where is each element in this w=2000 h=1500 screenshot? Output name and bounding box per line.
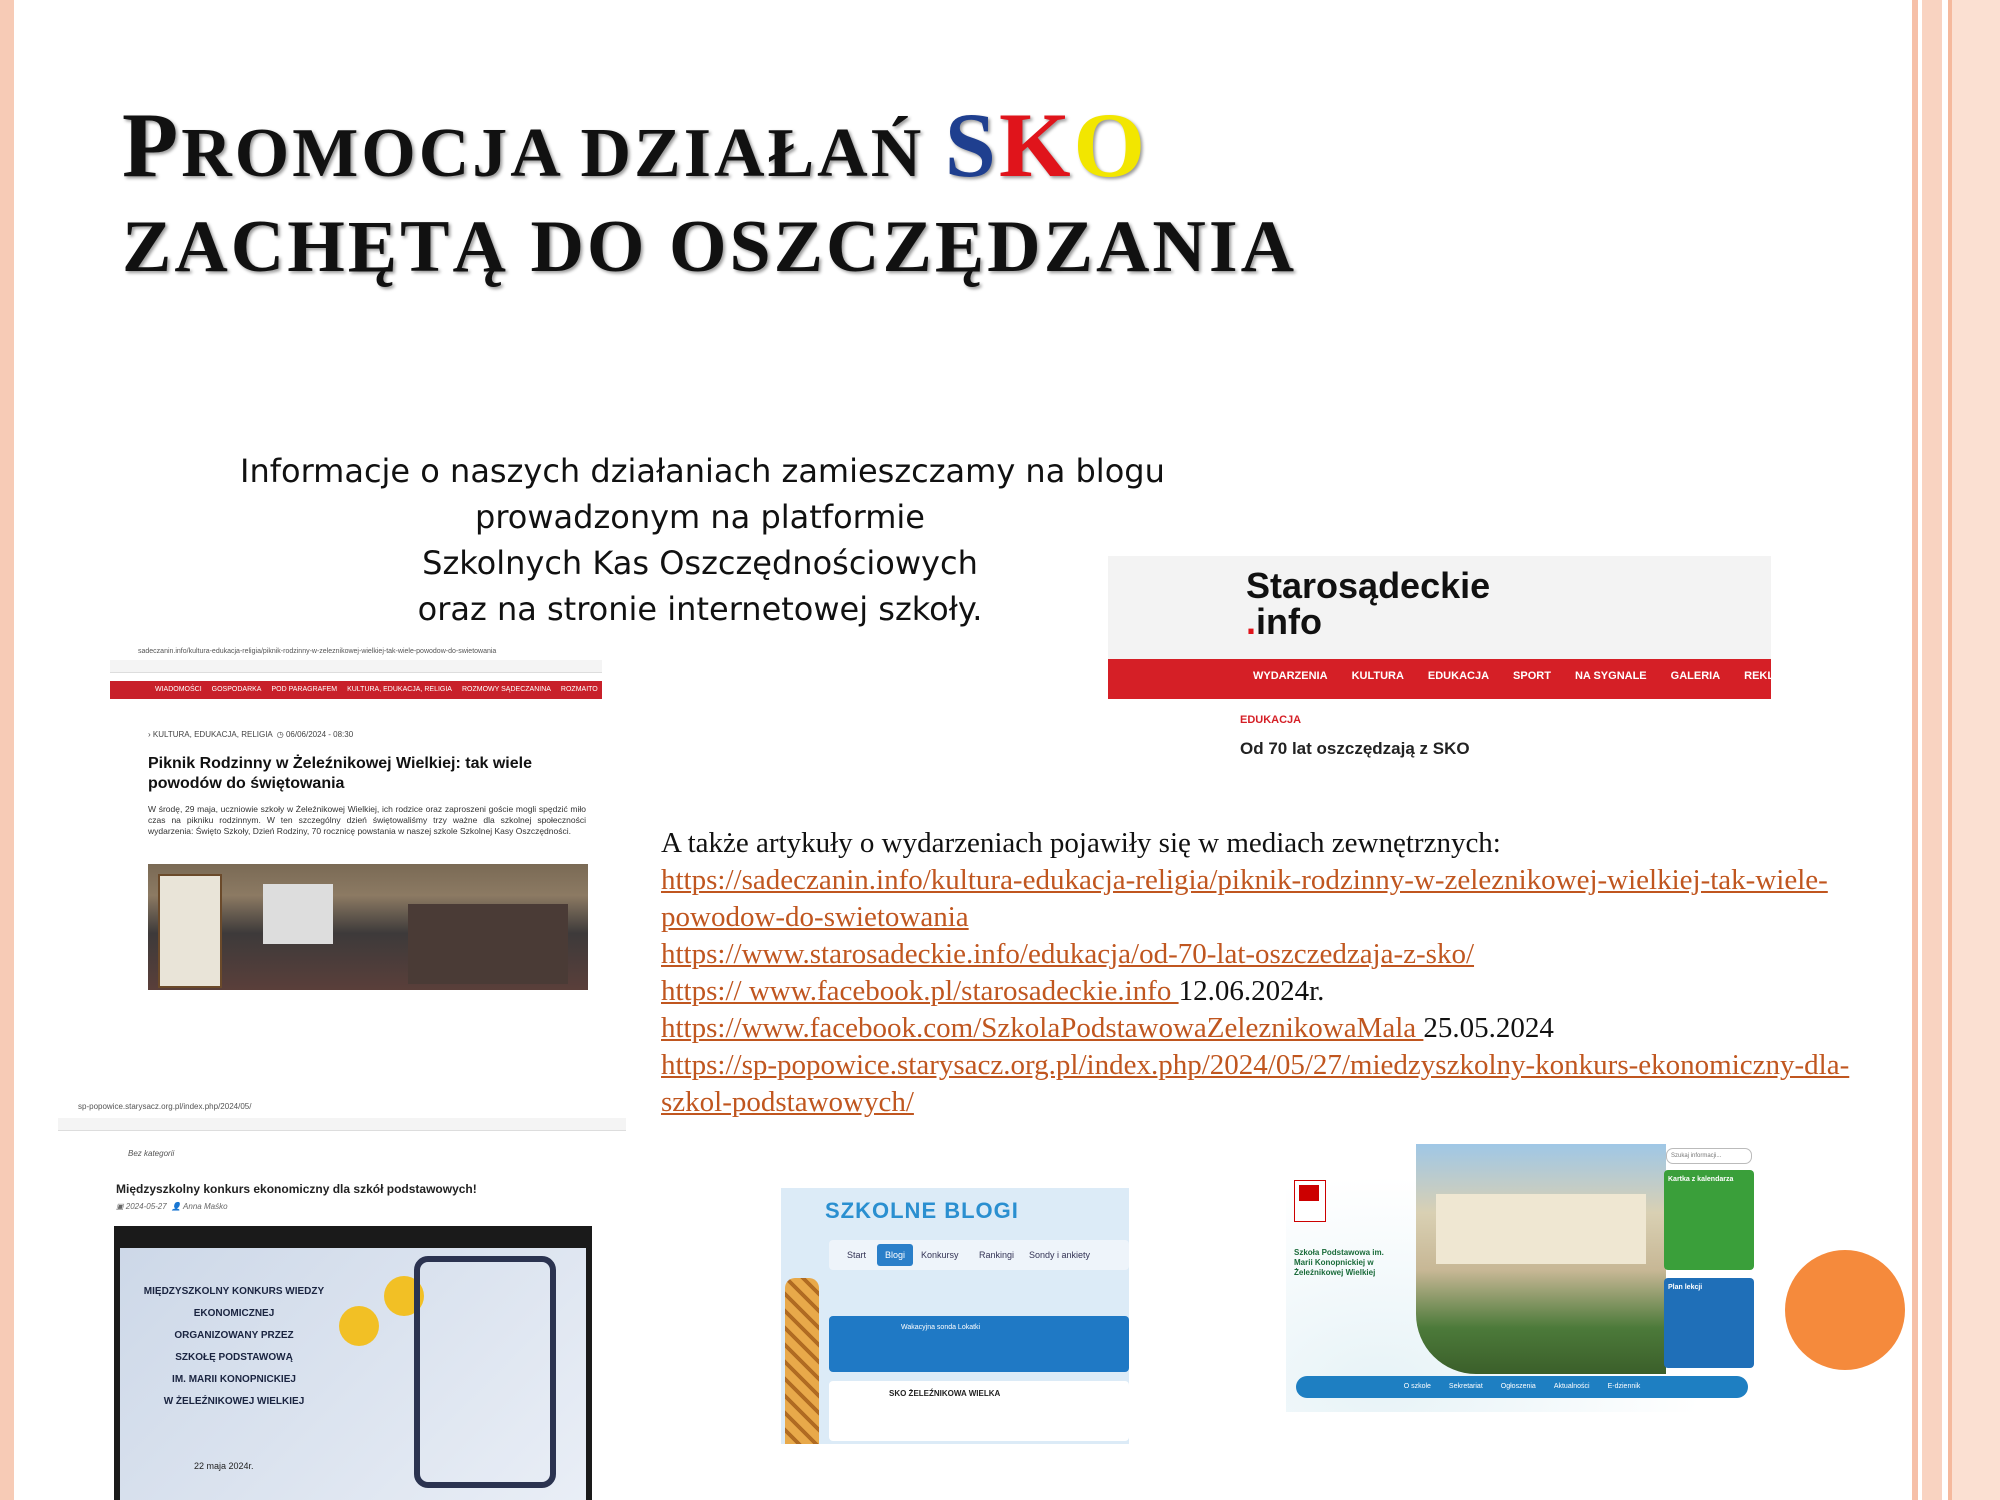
nav-item[interactable]: KULTURA bbox=[1351, 670, 1404, 682]
page-title-line2: ZACHĘTĄ DO OSZCZĘDZANIA bbox=[122, 206, 1298, 288]
left-border-stripe bbox=[0, 0, 14, 1500]
nav-item[interactable]: NA SYGNALE bbox=[1574, 670, 1647, 682]
nav-item[interactable]: REKLAMA bbox=[1744, 670, 1800, 682]
starosadeckie-nav bbox=[1253, 670, 1854, 682]
phone-illustration bbox=[414, 1256, 556, 1488]
post-category: Bez kategorii bbox=[128, 1149, 175, 1158]
intro-text: Informacje o naszych działaniach zamieszczamy na blogu prowadzonym na platformie Szkolnych Kas Oszczędnościowych oraz na stronie internetowej szkoły. bbox=[240, 452, 1165, 628]
link-sadeczanin[interactable]: https://sadeczanin.info/kultura-edukacja-religia/piknik-rodzinny-w-zeleznikowej-wielkiej-tak-wiele-powodow-do-swietowania bbox=[661, 864, 1828, 933]
article-body: W środę, 29 maja, uczniowie szkoły w Żeleźnikowej Wielkiej, ich rodzice oraz zaproszeni goście mogli spędzić miło czas na pikniku rodzinnym. W ten szczególny dzień świętowaliśmy trzy ważne dla szkolnej społeczności wydarzenia: Święto Szkoły, Dzień Rodziny, 70 rocznicę powstania w naszej szkole Szkolnej Kasy Oszczędności. bbox=[148, 804, 586, 836]
school-search[interactable]: Szukaj informacji... bbox=[1666, 1148, 1752, 1164]
link-popowice[interactable]: https://sp-popowice.starysacz.org.pl/index.php/2024/05/27/miedzyszkolny-konkurs-ekonomiczny-dla-szkol-podstawowych/ bbox=[661, 1049, 1850, 1118]
page-title-line1: PROMOCJA DZIAŁAŃ SKO bbox=[122, 94, 1149, 196]
plan-panel[interactable]: Plan lekcji bbox=[1664, 1278, 1754, 1368]
external-lead: A także artykuły o wydarzeniach pojawiły się w mediach zewnętrznych: bbox=[661, 827, 1501, 859]
school-website-screenshot bbox=[1286, 1140, 1758, 1412]
blogi-logo: SZKOLNE BLOGI bbox=[825, 1198, 1019, 1223]
school-menu: O szkole Sekretariat Ogłoszenia Aktualności E-dziennik bbox=[1296, 1376, 1748, 1398]
post-headline: Międzyszkolny konkurs ekonomiczny dla szkół podstawowych! bbox=[116, 1182, 477, 1196]
nav-item[interactable]: GALERIA bbox=[1670, 670, 1721, 682]
nav-item[interactable]: SPORT bbox=[1513, 670, 1551, 682]
school-photo bbox=[1416, 1144, 1666, 1374]
right-border-stripe bbox=[1912, 0, 2000, 1500]
nav-item[interactable]: KONT bbox=[1823, 670, 1855, 682]
blogi-tabs: Start Blogi Konkursy Rankingi Sondy i ankiety bbox=[829, 1240, 1129, 1270]
coin-icon bbox=[339, 1306, 379, 1346]
school-logo bbox=[1294, 1180, 1326, 1222]
szkolne-blogi-screenshot bbox=[781, 1188, 1129, 1444]
popowice-screenshot bbox=[58, 1094, 626, 1500]
sadeczanin-nav: WIADOMOŚCI GOSPODARKA POD PARAGRAFEM KULTURA, EDUKACJA, RELIGIA ROZMOWY SĄDECZANINA ROZMAITO bbox=[155, 686, 598, 693]
link-facebook-starosadeckie[interactable]: https:// www.facebook.pl/starosadeckie.info bbox=[661, 975, 1179, 1007]
external-media-links: A także artykuły o wydarzeniach pojawiły się w mediach zewnętrznych: https://sadeczanin.info/kultura-edukacja-religia/piknik-rodzinny-w-zeleznikowej-wielkiej-tak-wiele-powodow-do-swietowania https://www.starosadeckie.info/edukacja/od-70-lat-oszczedzaja-z-sko/ https:// www.facebook.pl/starosadeckie.info 12.06.2024r. https://www.facebook.com/SzkolaPodstawowaZeleznikowaMala 25.05.2024 https://sp-popowice.starysacz.org.pl/index.php/2024/05/27/miedzyszkolny-konkurs-ekonomiczny-dla-szkol-podstawowych/ bbox=[661, 825, 1861, 1121]
nav-item[interactable]: EDUKACJA bbox=[1427, 670, 1490, 682]
browser-url-bar: sp-popowice.starysacz.org.pl/index.php/2024/05/ bbox=[78, 1102, 252, 1111]
link-starosadeckie[interactable]: https://www.starosadeckie.info/edukacja/od-70-lat-oszczedzaja-z-sko/ bbox=[661, 938, 1475, 970]
starosadeckie-logo: Starosądeckie .info bbox=[1246, 565, 1491, 642]
contest-poster bbox=[114, 1226, 592, 1500]
article-meta: › KULTURA, EDUKACJA, RELIGIA ◷ 06/06/2024 - 08:30 bbox=[148, 730, 354, 739]
poster-text: MIĘDZYSZKOLNY KONKURS WIEDZY EKONOMICZNEJ ORGANIZOWANY PRZEZ SZKOŁĘ PODSTAWOWĄ IM. MARII KONOPNICKIEJ W ŻELEŹNIKOWEJ WIELKIEJ bbox=[143, 1286, 325, 1407]
starosadeckie-screenshot bbox=[1108, 556, 1855, 766]
post-meta: ▣ 2024-05-27 👤 Anna Maśko bbox=[116, 1202, 228, 1211]
calendar-panel: Kartka z kalendarza bbox=[1664, 1170, 1754, 1270]
sadeczanin-screenshot bbox=[110, 644, 602, 990]
article-photo bbox=[148, 864, 588, 990]
section-label: EDUKACJA bbox=[1240, 714, 1302, 726]
blog-item[interactable]: SKO ŻELEŹNIKOWA WIELKA bbox=[829, 1381, 1129, 1441]
giraffe-illustration bbox=[785, 1278, 819, 1444]
decorative-orange-circle bbox=[1785, 1250, 1905, 1370]
blog-item[interactable]: Wakacyjna sonda Lokatki bbox=[829, 1316, 1129, 1372]
school-name: Szkoła Podstawowa im. Marii Konopnickiej w Żeleźnikowej Wielkiej bbox=[1294, 1248, 1384, 1277]
article-headline: Piknik Rodzinny w Żeleźnikowej Wielkiej: tak wiele powodów do świętowania bbox=[148, 755, 532, 792]
poster-date: 22 maja 2024r. bbox=[194, 1461, 254, 1471]
link-facebook-school[interactable]: https://www.facebook.com/SzkolaPodstawowaZeleznikowaMala bbox=[661, 1012, 1424, 1044]
nav-item[interactable]: WYDARZENIA bbox=[1253, 670, 1328, 682]
article-headline: Od 70 lat oszczędzają z SKO bbox=[1240, 739, 1470, 758]
browser-url-bar: sadeczanin.info/kultura-edukacja-religia/piknik-rodzinny-w-zeleznikowej-wielkiej-tak-wiele-powodow-do-swietowania bbox=[138, 648, 497, 655]
